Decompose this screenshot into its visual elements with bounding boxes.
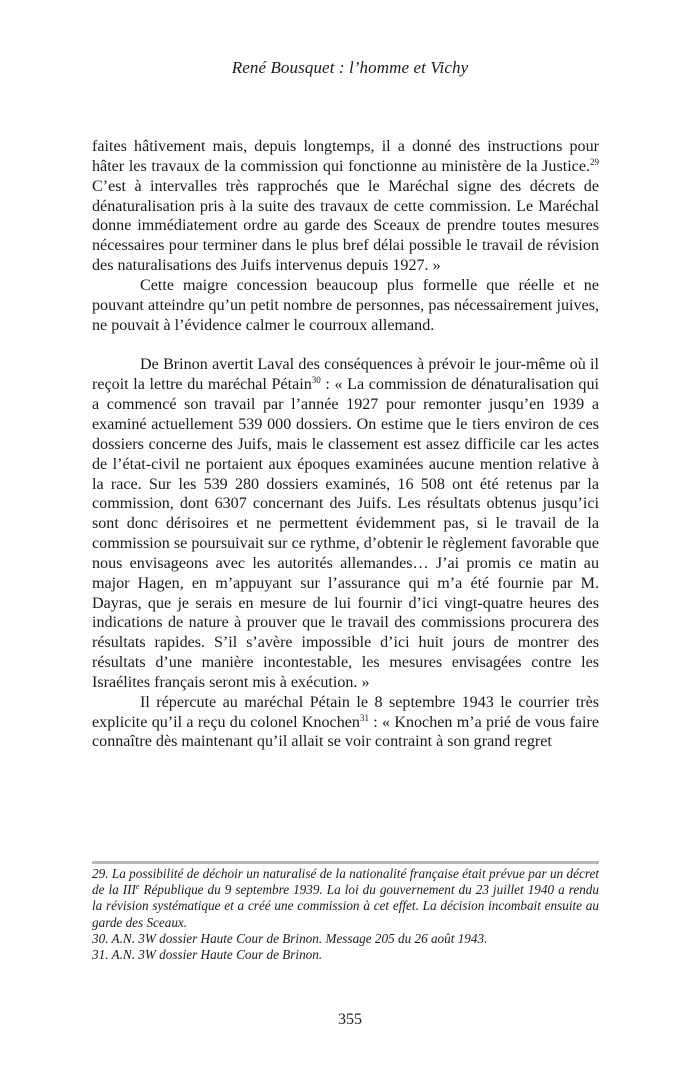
footnote-number: 31. <box>92 947 109 963</box>
footnote-ref-30[interactable]: 30 <box>311 375 321 386</box>
footnote-separator <box>92 861 599 864</box>
superscript: e <box>135 882 140 892</box>
paragraph-text: faites hâtivement mais, depuis longtemps, il a donné des instructions pour hâter les travaux de la commission qui fonctionne au ministère de la Justice. <box>92 138 599 175</box>
footnote-30 <box>92 931 599 947</box>
footnote-31 <box>92 947 599 963</box>
paragraph <box>92 137 599 276</box>
paragraph-text: De Brinon avertit Laval des conséquences à prévoir le jour-même où il reçoit la lettre du maréchal Pétain <box>92 356 599 394</box>
footnote-text: La possibilité de déchoir un naturalisé de la nationalité française était prévue par un décret de la III <box>92 866 599 898</box>
paragraph-text: Il répercute au maréchal Pétain le 8 septembre 1943 le courrier très explicite qu’il a reçu du colonel Knochen <box>92 693 599 731</box>
running-head: René Bousquet : l’homme et Vichy <box>231 58 469 77</box>
footnote-text: République du 9 septembre 1939. La loi du gouvernement du 23 juillet 1940 a rendu la révision systématique et a créé une commission à cet effet. La décision incombait ensuite au garde des Sceaux. <box>92 882 599 930</box>
footnote-text: A.N. 3W dossier Haute Cour de Brinon. Message 205 du 26 août 1943. <box>108 930 488 946</box>
footnote-ref-29[interactable]: 29 <box>590 156 599 167</box>
footnote-number: 29. <box>92 866 109 881</box>
paragraph-text: : « La commission de dénaturalisation qui a commencé son travail par l’année 1927 pour remonter jusqu’en 1939 a examiné actuellement 539 000 dossiers. On estime que le tiers environ de ces dossiers concerne des Juifs, mais le classement est assez difficile car les actes de l’état-civil ne portaient aux époques examinées aucune mention relative à la race. Sur les 539 280 dossiers examinés, 16 508 ont été retenus par la commission, dont 6307 concernant des Juifs. Les résultats obtenus jusqu’ici sont donc dérisoires et ne permettent évidemment pas, si le travail de la commission se poursuivait sur ce rythme, d’obtenir le règlement favorable que nous envisageons avec les autorités allemandes… J’ai promis ce matin au major Hagen, en m’appuyant sur l’assurance qui m’a été fournie par M. Dayras, que je serais en mesure de lui fournir d’ici vingt-quatre heures des indications de nature à prouver que le travail des commissions procurera des résultats rapides. S’il s’avère impossible d’ici huit jours de montrer des résultats d’une manière incontestable, les mesures envisagées contre les Israélites français seront mis à exécution. » <box>92 376 599 691</box>
paragraph-text: : « Knochen m’a prié de vous faire connaître dès maintenant qu’il allait se voir contraint à son grand regret <box>92 713 600 751</box>
footnote-29 <box>92 866 599 931</box>
paragraph: Cette maigre concession beaucoup plus formelle que réelle et ne pouvant atteindre qu’un petit nombre de personnes, pas nécessairement juives, ne pouvait à l’évidence calmer le courroux allemand. <box>92 276 599 334</box>
body-text <box>92 137 599 752</box>
paragraph-text: C’est à intervalles très rapprochés que le Maréchal signe des décrets de dénaturalisation pris à la suite des travaux de cette commission. Le Maréchal donne immédiatement ordre au garde des Sceaux de prendre toutes mesures nécessaires pour terminer dans le plus bref délai possible le travail de révision des naturalisations des Juifs intervenus depuis 1927. » <box>92 177 599 275</box>
footnote-number: 30. <box>92 930 109 946</box>
footnote-text: A.N. 3W dossier Haute Cour de Brinon. <box>108 947 323 963</box>
page-number: 355 <box>338 1011 362 1028</box>
footnotes <box>92 866 599 963</box>
paragraph <box>92 355 599 692</box>
footnote-ref-31[interactable]: 31 <box>359 712 369 723</box>
paragraph <box>92 693 599 753</box>
